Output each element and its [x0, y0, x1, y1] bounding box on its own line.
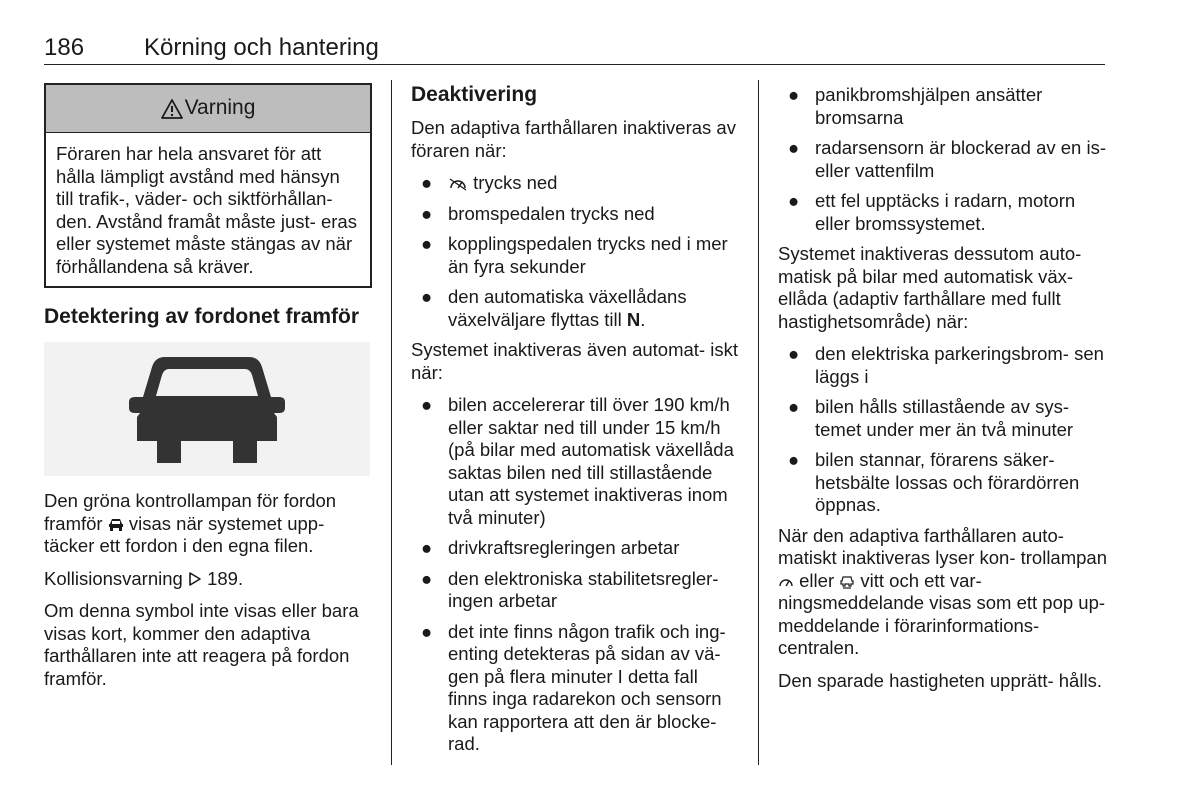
- page-title: Körning och hantering: [144, 34, 379, 61]
- list-item: ● drivkraftsregleringen arbetar: [421, 537, 680, 558]
- cruise-control-icon: [778, 575, 794, 589]
- car-front-icon: [129, 353, 285, 465]
- list-item: ● panikbromshjälpen ansätter bromsarna: [788, 84, 1043, 128]
- page-header: [44, 34, 1105, 65]
- list-item: ● radarsensorn är blockerad av en is- eller vattenfilm: [788, 137, 1107, 181]
- bullet: ●: [788, 190, 800, 211]
- gear-label: N: [626, 308, 641, 330]
- bullet-list: [411, 394, 741, 756]
- column-divider: [391, 80, 392, 765]
- car-illustration: [44, 342, 370, 476]
- paragraph: Systemet inaktiveras även automat- iskt när:: [411, 339, 738, 383]
- column-middle: [411, 80, 741, 764]
- list-item: ● ett fel upptäcks i radarn, motorn eller bromssystemet.: [788, 190, 1076, 234]
- list-item: ● bromspedalen trycks ned: [421, 202, 655, 224]
- warning-box: [44, 83, 372, 288]
- vehicle-ahead-icon: [108, 518, 124, 532]
- section-heading: Deaktivering: [411, 83, 538, 106]
- column-divider: [758, 80, 759, 765]
- arrow-reference-icon: [188, 571, 202, 587]
- bullet: ●: [421, 286, 433, 307]
- bullet: ●: [421, 233, 433, 254]
- warning-header: [46, 85, 370, 133]
- bullet: ●: [788, 396, 800, 417]
- bullet-list: [411, 172, 741, 331]
- paragraph: Den adaptiva farthållaren inaktiveras av föraren när:: [411, 117, 736, 161]
- paragraph: Systemet inaktiveras dessutom auto- matisk på bilar med automatisk väx- ellåda (adaptiv farthållare med fullt hastighetsområde) när:: [778, 243, 1082, 332]
- list-item: ● det inte finns någon trafik och ing- enting detekteras på sidan av vä- gen på flera minuter I detta fall finns inga radarekon och sensorn kan rapportera att den är blocke- rad.: [421, 620, 726, 754]
- column-right: [778, 84, 1108, 702]
- list-item: ● den automatiska växellådans växelväljare flyttas till N.: [421, 286, 687, 330]
- page-number: 186: [44, 34, 85, 61]
- warning-text: Föraren har hela ansvaret för att hålla lämpligt avstånd med hänsyn till trafik-, väder- och siktförhållan- den. Avstånd framåt måste just- eras eller systemet måste stängas av när förhållandena så kräver.: [56, 143, 357, 277]
- bullet: ●: [788, 343, 800, 364]
- bullet: ●: [788, 84, 800, 105]
- bullet-list: [778, 343, 1108, 517]
- bullet: ●: [421, 620, 433, 642]
- paragraph: När den adaptiva farthållaren auto- matiskt inaktiveras lyser kon- trollampan eller vitt och ett var- ningsmeddelande visas som ett pop up-meddelande i förarinformations- centralen.: [778, 524, 1107, 658]
- bullet: ●: [421, 537, 433, 558]
- list-item: ● kopplingspedalen trycks ned i mer än fyra sekunder: [421, 233, 728, 277]
- warning-title: Varning: [184, 96, 256, 120]
- bullet: ●: [421, 202, 433, 224]
- list-item: ● bilen hålls stillastående av sys- temet under mer än två minuter: [788, 396, 1074, 440]
- bullet: ●: [421, 172, 433, 193]
- bullet-list: [778, 84, 1108, 235]
- list-item: ● trycks ned: [421, 172, 558, 193]
- cruise-inactive-icon: [839, 575, 855, 589]
- bullet: ●: [421, 394, 433, 415]
- list-item: ● den elektriska parkeringsbrom- sen läggs i: [788, 343, 1104, 387]
- list-item: ● den elektroniska stabilitetsregler- ingen arbetar: [421, 567, 719, 611]
- section-heading: Detektering av fordonet framför: [44, 305, 360, 328]
- list-item: ● bilen stannar, förarens säker- hetsbälte lossas och förardörren öppnas.: [788, 449, 1080, 515]
- paragraph: Den gröna kontrollampan för fordon framför visas när systemet upp- täcker ett fordon i den egna filen.: [44, 490, 337, 556]
- paragraph: Kollisionsvarning 189.: [44, 567, 244, 589]
- warning-triangle-icon: [161, 99, 183, 119]
- cruise-cancel-icon: [448, 177, 468, 191]
- paragraph: Om denna symbol inte visas eller bara visas kort, kommer den adaptiva farthållaren inte att reagera på fordon framför.: [44, 600, 359, 689]
- bullet: ●: [421, 567, 433, 589]
- list-item: ● bilen accelererar till över 190 km/h eller saktar ned till under 15 km/h (på bilar med automatisk växellåda saktas bilen ned till stillastående utan att systemet inaktiveras inom två minuter): [421, 394, 734, 528]
- bullet: ●: [788, 137, 800, 158]
- bullet: ●: [788, 449, 800, 470]
- paragraph: Den sparade hastigheten upprätt- hålls.: [778, 669, 1102, 691]
- column-left: [44, 80, 374, 700]
